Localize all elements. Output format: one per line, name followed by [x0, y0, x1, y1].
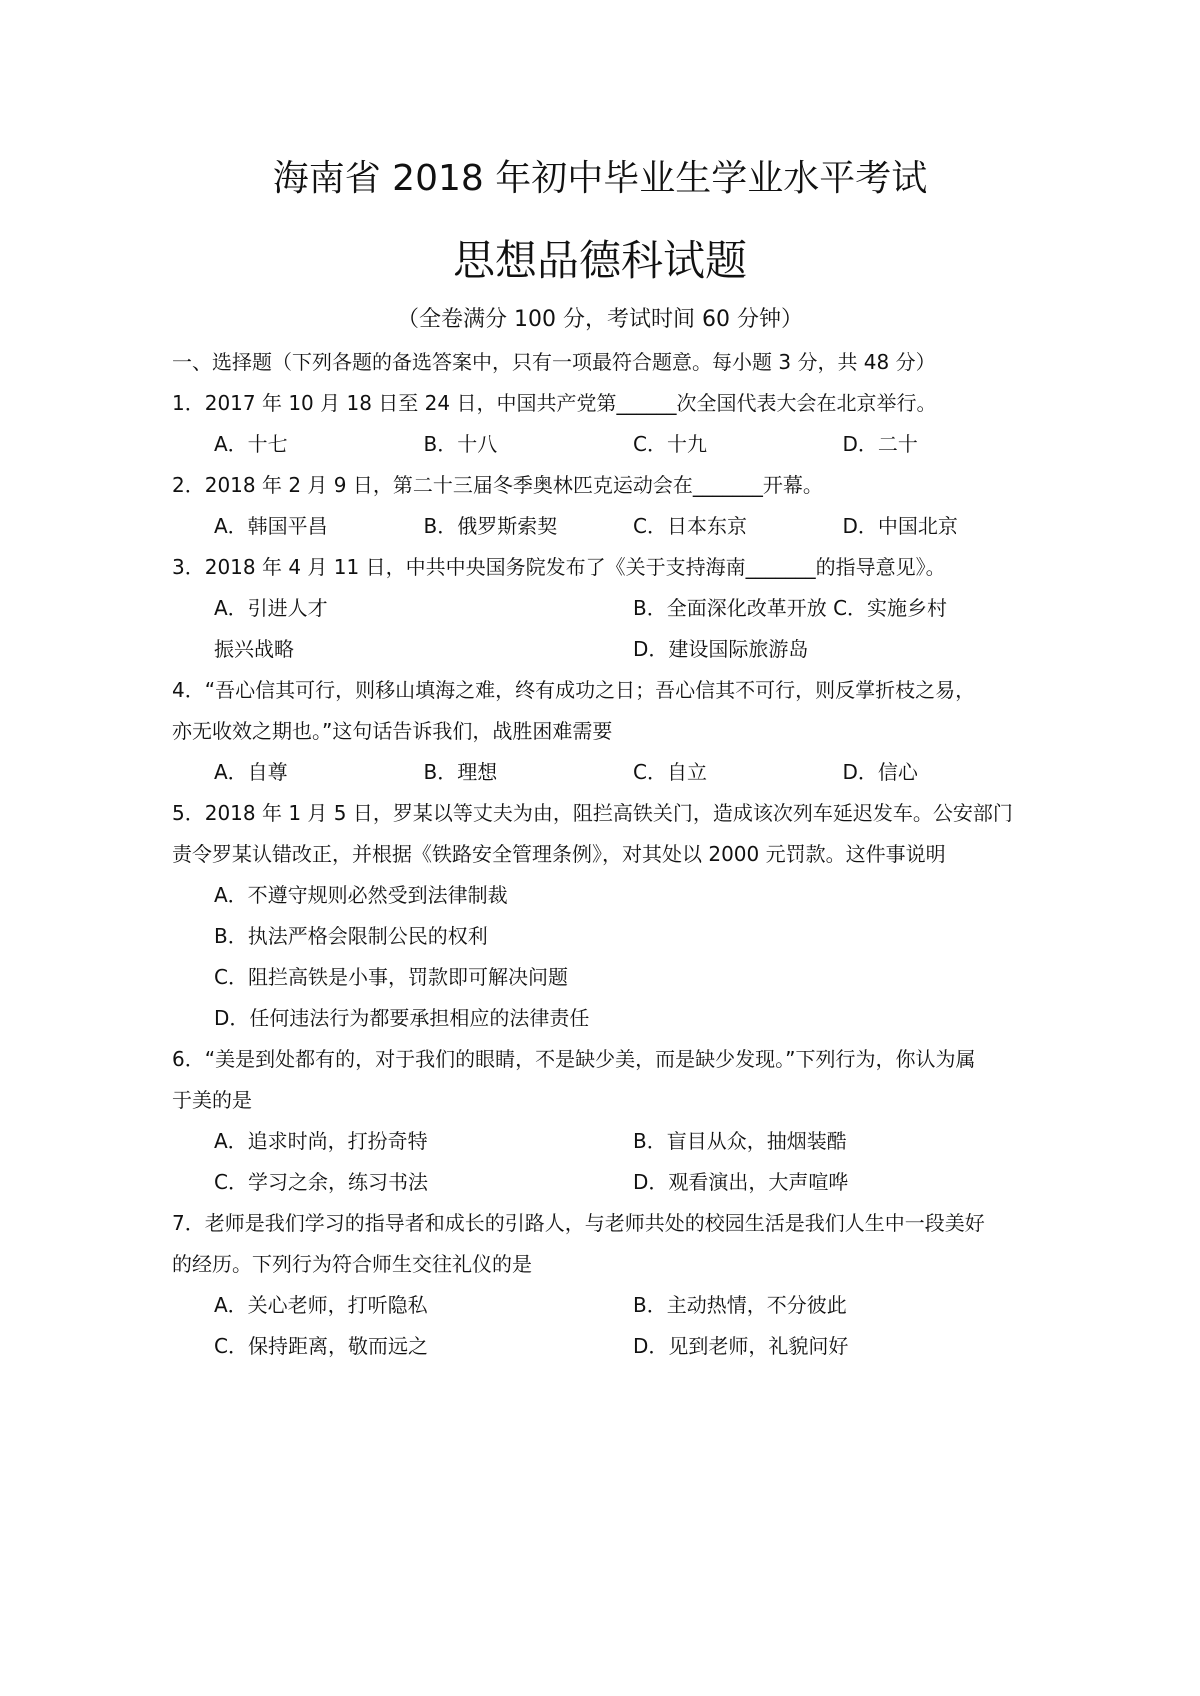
option-b: B．十八 [423, 432, 498, 456]
option-row [172, 629, 1052, 670]
question-1 [172, 383, 1052, 465]
question-text: 于美的是 [172, 1088, 252, 1112]
question-text: 7．老师是我们学习的指导者和成长的引路人，与老师共处的校园生活是我们人生中一段美好 [172, 1211, 985, 1235]
question-text: 的经历。下列行为符合师生交往礼仪的是 [172, 1252, 532, 1276]
option-b: B．俄罗斯索契 [423, 514, 558, 538]
option-c: C．阻拦高铁是小事，罚款即可解决问题 [214, 965, 568, 989]
option-c: C．日本东京 [633, 514, 747, 538]
option-d: D．中国北京 [842, 514, 958, 538]
subject-title: 思想品德科试题 [452, 236, 747, 285]
option-c-continued: 振兴战略 [214, 637, 294, 661]
option-b: B．理想 [423, 760, 498, 784]
option-row [172, 875, 1052, 916]
option-a: A．追求时尚，打扮奇特 [214, 1129, 428, 1153]
option-d: D．见到老师，礼貌问好 [633, 1334, 849, 1358]
question-text: 1．2017 年 10 月 18 日至 24 日，中国共产党第______次全国代表大会在北京举行。 [172, 391, 937, 415]
option-b: B．主动热情，不分彼此 [633, 1293, 847, 1317]
option-row [172, 916, 1052, 957]
question-text: 3．2018 年 4 月 11 日，中共中央国务院发布了《关于支持海南_______的指导意见》。 [172, 555, 946, 579]
option-c: C．保持距离，敬而远之 [214, 1334, 428, 1358]
option-d: D．信心 [842, 760, 918, 784]
option-b-c: B．全面深化改革开放 C．实施乡村 [633, 596, 948, 620]
option-row [172, 588, 1052, 629]
option-c: C．自立 [633, 760, 707, 784]
question-text: 4．“吾心信其可行，则移山填海之难，终有成功之日；吾心信其不可行，则反掌折枝之易， [172, 678, 976, 702]
option-row [172, 506, 1052, 547]
option-c: C．学习之余，练习书法 [214, 1170, 428, 1194]
option-row [172, 752, 1052, 793]
option-row [172, 1121, 1052, 1162]
exam-info: （全卷满分 100 分，考试时间 60 分钟） [397, 307, 803, 332]
option-d: D．观看演出，大声喧哗 [633, 1170, 849, 1194]
exam-title: 海南省 2018 年初中毕业生学业水平考试 [272, 158, 928, 199]
question-4 [172, 670, 1052, 793]
question-text: 2．2018 年 2 月 9 日，第二十三届冬季奥林匹克运动会在_______开幕。 [172, 473, 823, 497]
option-a: A．十七 [214, 432, 288, 456]
question-text: 亦无收效之期也。”这句话告诉我们，战胜困难需要 [172, 719, 613, 743]
option-d: D．任何违法行为都要承担相应的法律责任 [214, 1006, 590, 1030]
question-5 [172, 793, 1052, 1039]
option-row [172, 998, 1052, 1039]
question-area [172, 342, 1052, 1367]
option-row [172, 1285, 1052, 1326]
option-d: D．二十 [842, 432, 918, 456]
option-a: A．关心老师，打听隐私 [214, 1293, 428, 1317]
question-text: 6．“美是到处都有的，对于我们的眼睛，不是缺少美，而是缺少发现。”下列行为，你认为属 [172, 1047, 976, 1071]
question-2 [172, 465, 1052, 547]
option-c: C．十九 [633, 432, 707, 456]
section-heading: 一、选择题（下列各题的备选答案中，只有一项最符合题意。每小题 3 分，共 48 分） [172, 350, 936, 374]
option-d: D．建设国际旅游岛 [633, 637, 809, 661]
option-a: A．不遵守规则必然受到法律制裁 [214, 883, 508, 907]
question-3 [172, 547, 1052, 670]
option-row [172, 957, 1052, 998]
option-b: B．执法严格会限制公民的权利 [214, 924, 488, 948]
option-a: A．引进人才 [214, 596, 328, 620]
question-text: 责令罗某认错改正，并根据《铁路安全管理条例》，对其处以 2000 元罚款。这件事说明 [172, 842, 946, 866]
option-a: A．韩国平昌 [214, 514, 328, 538]
option-row [172, 1162, 1052, 1203]
question-text: 5．2018 年 1 月 5 日，罗某以等丈夫为由，阻拦高铁关门，造成该次列车延迟发车。公安部门 [172, 801, 1013, 825]
option-b: B．盲目从众，抽烟装酷 [633, 1129, 847, 1153]
option-a: A．自尊 [214, 760, 288, 784]
question-6 [172, 1039, 1052, 1203]
option-row [172, 424, 1052, 465]
question-7 [172, 1203, 1052, 1367]
option-row [172, 1326, 1052, 1367]
